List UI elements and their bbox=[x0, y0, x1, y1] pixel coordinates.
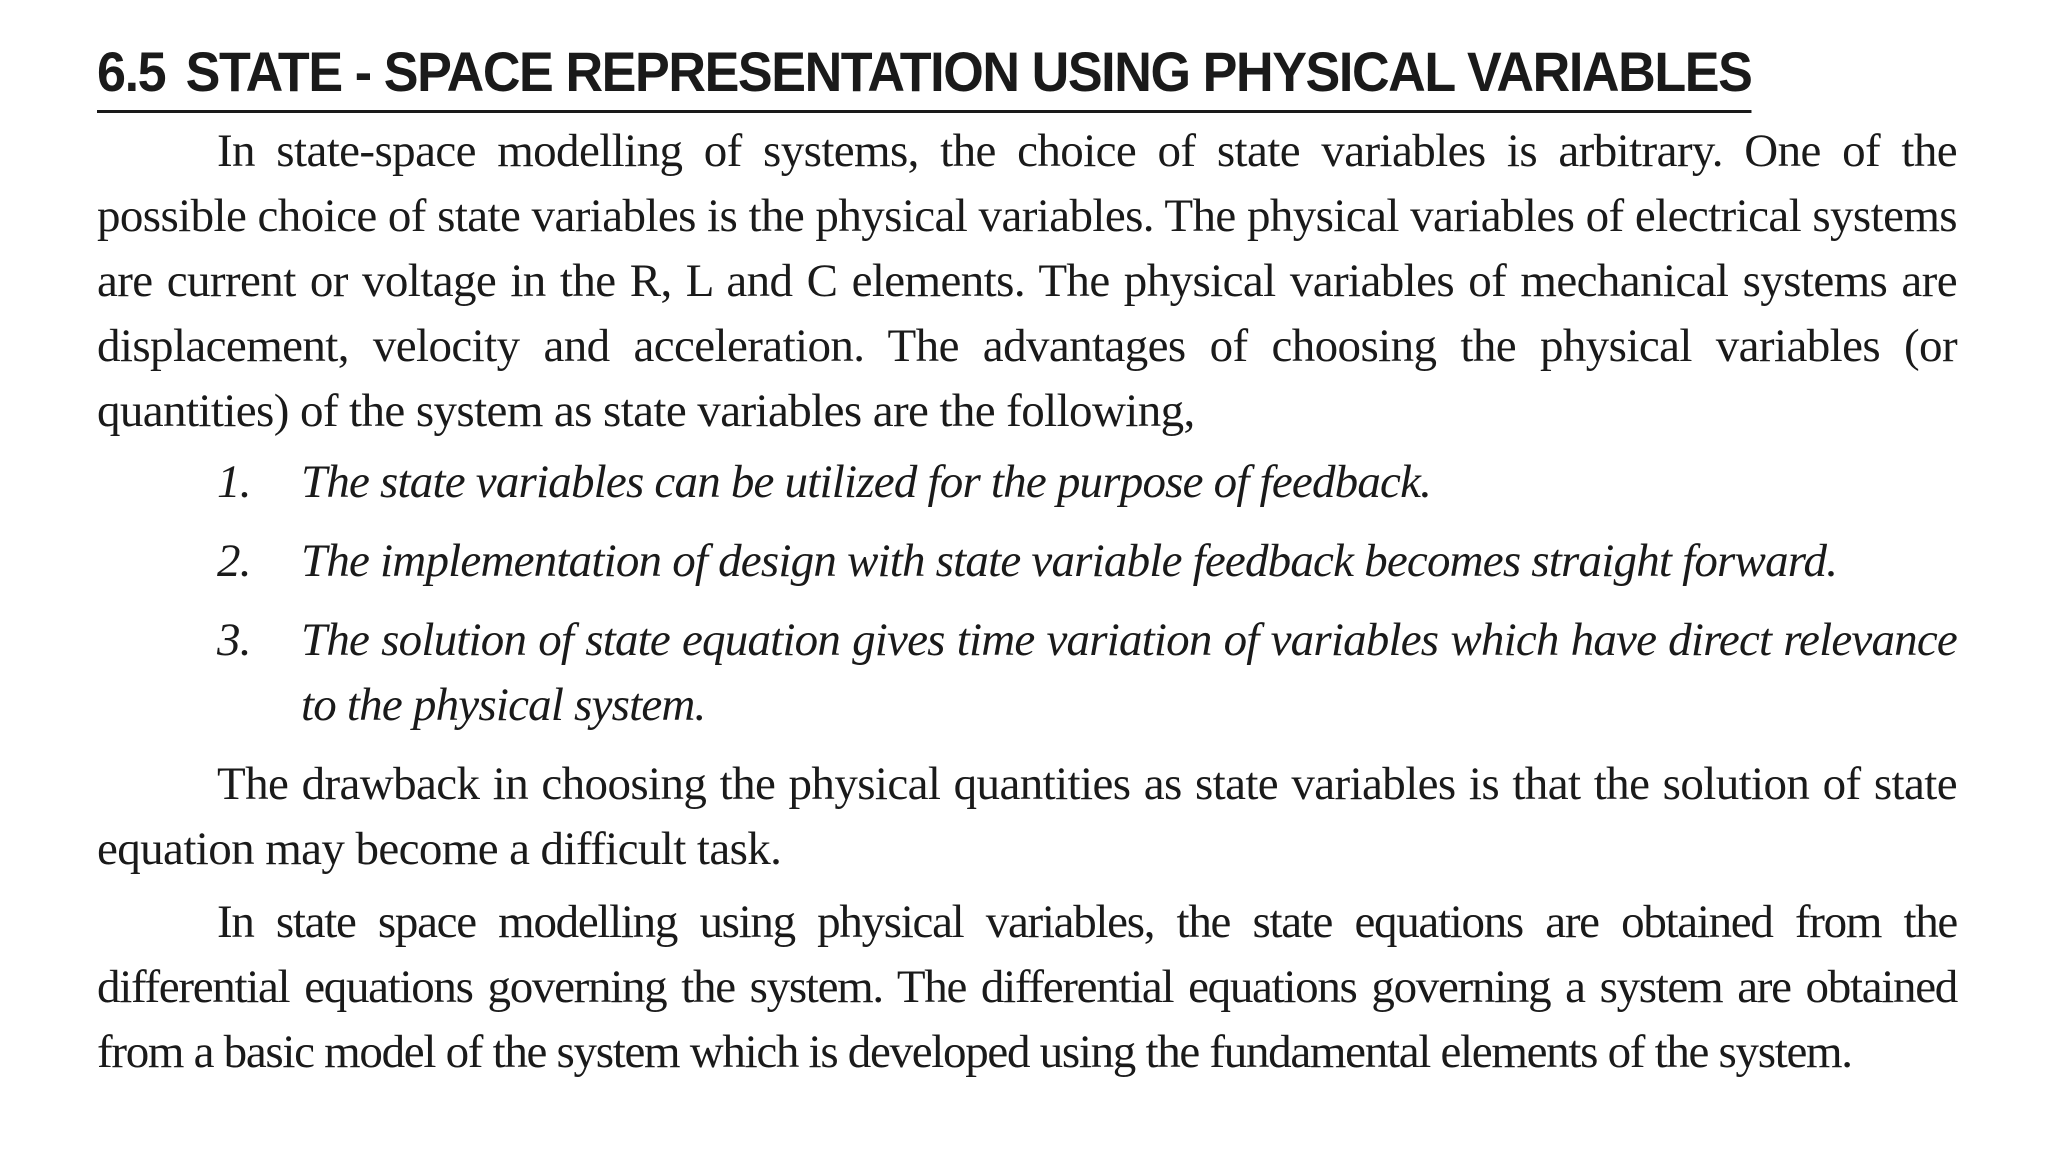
advantages-list bbox=[97, 450, 1957, 738]
list-item bbox=[97, 608, 1957, 738]
list-marker: 2. bbox=[217, 535, 251, 587]
list-item bbox=[97, 450, 1957, 515]
section-title: STATE - SPACE REPRESENTATION USING PHYSICAL VARIABLES bbox=[185, 40, 1752, 103]
modelling-paragraph: In state space modelling using physical variables, the state equations are obtained from the differential equations governing the system. The differential equations governing a system are obtained from a basic model of the system which is developed using the fundamental elements of the system. bbox=[97, 896, 1957, 1078]
section-number: 6.5 bbox=[97, 40, 166, 103]
list-marker: 1. bbox=[217, 456, 251, 508]
list-item-text: The implementation of design with state variable feedback becomes straight forward. bbox=[301, 535, 1838, 587]
list-item bbox=[97, 529, 1957, 594]
list-item-text: The solution of state equation gives time variation of variables which have direct relevance to the physical system. bbox=[301, 614, 1957, 731]
list-marker: 3. bbox=[217, 614, 251, 666]
section-heading bbox=[97, 38, 1751, 113]
list-item-text: The state variables can be utilized for the purpose of feedback. bbox=[301, 456, 1432, 508]
document-page bbox=[97, 38, 1957, 1085]
intro-paragraph: In state-space modelling of systems, the choice of state variables is arbitrary. One of the possible choice of state variables is the physical variables. The physical variables of electrical systems are current or voltage in the R, L and C elements. The physical variables of mechanical systems are displacement, velocity and acceleration. The advantages of choosing the physical variables (or quantities) of the system as state variables are the following, bbox=[97, 125, 1957, 437]
drawback-paragraph: The drawback in choosing the physical quantities as state variables is that the solution of state equation may become a difficult task. bbox=[97, 758, 1957, 875]
